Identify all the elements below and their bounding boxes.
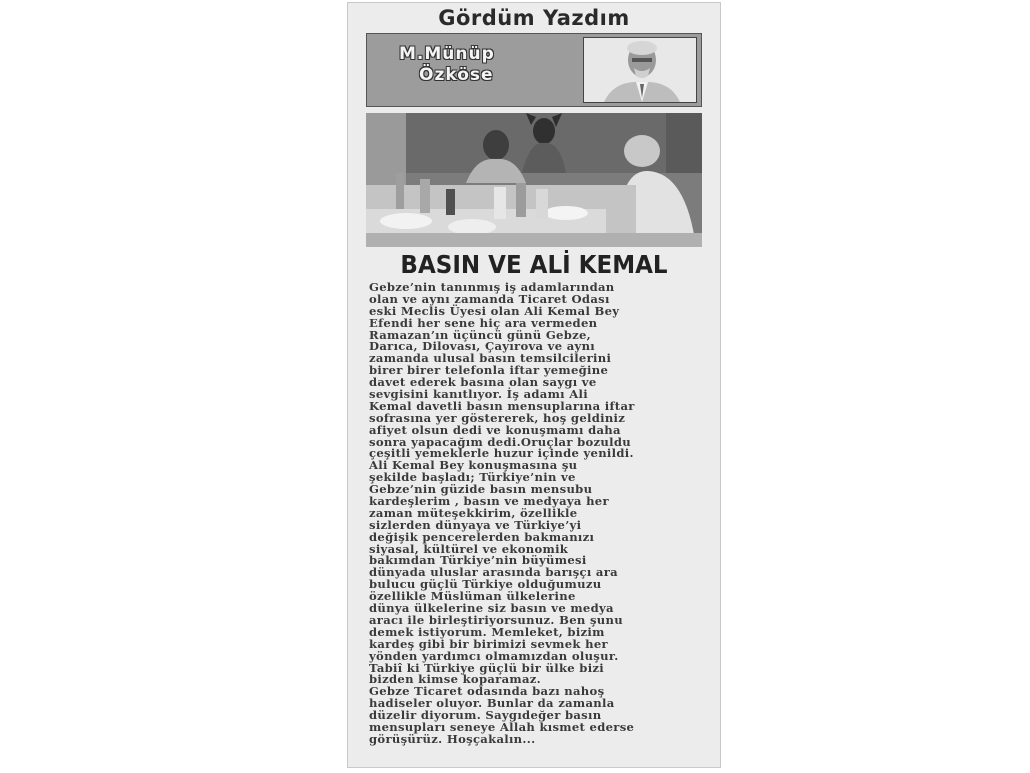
article-line: birer birer telefonla iftar yemeğine: [369, 363, 609, 378]
article-line: bizden kimse koparamaz.: [369, 672, 541, 687]
author-name: [381, 44, 581, 86]
author-portrait: [583, 37, 697, 103]
iftar-dinner-photo: [366, 113, 702, 247]
article-line: Efendi her sene hiç ara vermeden: [369, 315, 598, 330]
article-line: kardeş gibi bir birimizi sevmek her: [369, 636, 608, 651]
article-line: sevgisini kanıtlıyor. İş adamı Ali: [369, 387, 588, 402]
article-body: [369, 282, 709, 746]
article-headline: BASIN VE ALİ KEMAL: [400, 250, 668, 279]
article-line: zaman müteşekkirim, özellikle: [369, 505, 578, 520]
article-line: özellikle Müslüman ülkelerine: [369, 589, 576, 604]
article-line: sonra yapacağım dedi.Oruçlar bozuldu: [369, 434, 631, 449]
article-line: şekilde başladı; Türkiye’nin ve: [369, 470, 576, 485]
author-last-name: Özköse: [419, 65, 494, 85]
article-line: kardeşlerim , basın ve medyaya her: [369, 494, 609, 509]
author-banner: [366, 33, 702, 107]
article-line: dünya ülkelerine siz basın ve medya: [369, 601, 614, 616]
article-line: yönden yardımcı olmamızdan oluşur.: [369, 648, 619, 663]
article-line: Kemal davetli basın mensuplarına iftar: [369, 398, 635, 413]
article-line: Gebze’nin güzide basın mensubu: [369, 482, 593, 497]
column-header: Gördüm Yazdım: [438, 6, 630, 30]
article-line: düzelir diyorum. Saygıdeğer basın: [369, 708, 602, 723]
photo-image: [366, 113, 702, 247]
article-line: bakımdan Türkiye’nin büyümesi: [369, 553, 587, 568]
article-line: aracı ile birleştiriyorsunuz. Ben şunu: [369, 612, 623, 627]
article-line: mensupları seneye Allah kısmet ederse: [369, 719, 635, 734]
article-line: Ramazan’ın üçüncü günü Gebze,: [369, 327, 592, 342]
article-line: Darıca, Dilovası, Çayırova ve aynı: [369, 339, 596, 354]
article-line: Gebze Ticaret odasında bazı nahoş: [369, 684, 605, 699]
article-line: demek istiyorum. Memleket, bizim: [369, 624, 605, 639]
article-line: eski Meclis Üyesi olan Ali Kemal Bey: [369, 303, 620, 318]
article-line: sizlerden dünyaya ve Türkiye’yi: [369, 517, 582, 532]
article-line: görüşürüz. Hoşçakalın...: [369, 731, 536, 746]
article-line: olan ve aynı zamanda Ticaret Odası: [369, 291, 610, 306]
article-line: afiyet olsun dedi ve konuşmamı daha: [369, 422, 621, 437]
article-line: değişik pencerelerden bakmanızı: [369, 529, 595, 544]
article-line: zamanda ulusal basın temsilcilerini: [369, 351, 612, 366]
article-line: bulucu güçlü Türkiye olduğumuzu: [369, 577, 602, 592]
author-first-name: M.Münüp: [399, 44, 495, 64]
portrait-image: [584, 38, 696, 102]
article-line: siyasal, kültürel ve ekonomik: [369, 541, 569, 556]
article-line: dünyada uluslar arasında barışçı ara: [369, 565, 618, 580]
newspaper-clipping: [347, 2, 721, 768]
article-line: çeşitli yemeklerle huzur içinde yenildi.: [369, 446, 634, 461]
article-line: davet ederek basına olan saygı ve: [369, 375, 597, 390]
article-line: Tabiî ki Türkiye güçlü bir ülke bizi: [369, 660, 605, 675]
article-line: hadiseler oluyor. Bunlar da zamanla: [369, 696, 615, 711]
article-line: Gebze’nin tanınmış iş adamlarından: [369, 280, 615, 294]
article-line: sofrasına yer göstererek, hoş geldiniz: [369, 410, 626, 425]
article-line: Ali Kemal Bey konuşmasına şu: [369, 458, 578, 473]
